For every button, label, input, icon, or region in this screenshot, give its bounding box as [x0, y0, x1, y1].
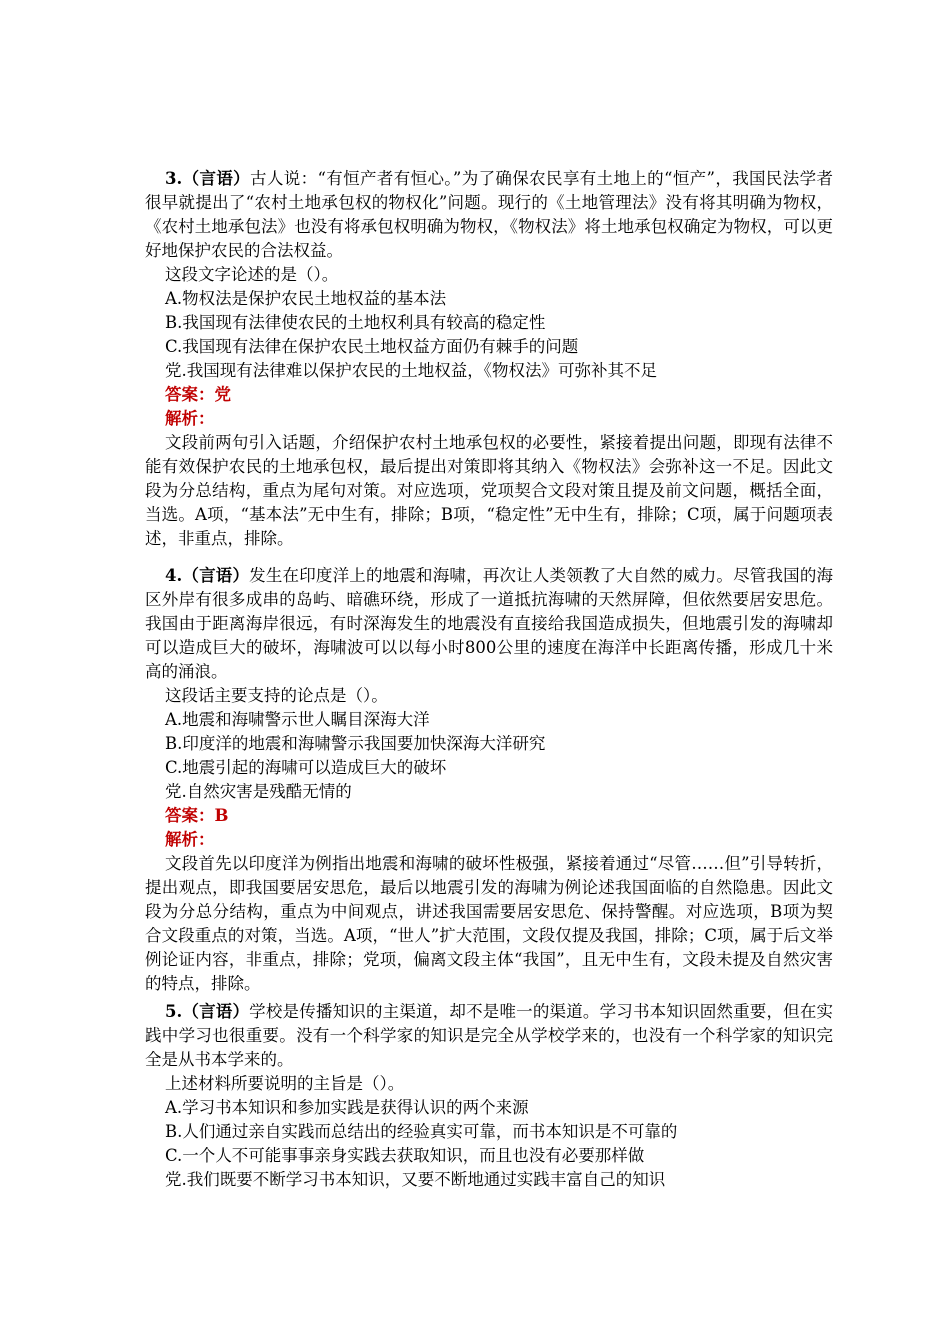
analysis-text: 文段前两句引入话题，介绍保护农村土地承包权的必要性，紧接着提出问题，即现有法律不能有效保护农民的土地承包权，最后提出对策即将其纳入《物权法》会弥补这一不足。因此文段为分总结构，重点为尾句对策。对应选项，党项契合文段对策且提及前文问题，概括全面，当选。A项，“基本法”无中生有，排除；B项，“稳定性”无中生有，排除；C项，属于问题项表述，非重点，排除。: [145, 433, 833, 548]
question-number: 4.: [165, 566, 183, 585]
analysis-label: 解析：: [165, 830, 215, 849]
option-c: C.地震引起的海啸可以造成巨大的破坏: [165, 758, 447, 777]
question-number: 5.: [165, 1002, 183, 1021]
option-d: 党.我们既要不断学习书本知识，又要不断地通过实践丰富自己的知识: [165, 1170, 666, 1189]
option-a: A.物权法是保护农民土地权益的基本法: [165, 289, 447, 308]
question-tag: （言语）: [182, 169, 251, 188]
option-c: C.我国现有法律在保护农民土地权益方面仍有棘手的问题: [165, 337, 579, 356]
option-a: A.地震和海啸警示世人瞩目深海大洋: [165, 710, 430, 729]
question-tag: （言语）: [182, 566, 250, 585]
stem-text: 发生在印度洋上的地震和海啸，再次让人类领教了大自然的威力。尽管我国的海区外岸有很多成串的岛屿、暗礁环绕，形成了一道抵抗海啸的天然屏障，但依然要居安思危。我国由于距离海岸很远，有时深海发生的地震没有直接给我国造成损失，但地震引发的海啸却可以造成巨大的破坏，海啸波可以以每小时800公里的速度在海洋中长距离传播，形成几十米高的涌浪。: [145, 566, 834, 681]
option-b: B.我国现有法律使农民的土地权利具有较高的稳定性: [165, 313, 546, 332]
question-stem: [145, 1000, 833, 1072]
option-c: C.一个人不可能事事亲身实践去获取知识，而且也没有必要那样做: [165, 1146, 645, 1165]
analysis-text: 文段首先以印度洋为例指出地震和海啸的破坏性极强，紧接着通过“尽管……但”引导转折，提出观点，即我国要居安思危，最后以地震引发的海啸为例论述我国面临的自然隐患。因此文段为分总分结构，重点为中间观点，讲述我国需要居安思危、保持警醒。对应选项，B项为契合文段重点的对策，当选。A项，“世人”扩大范围，文段仅提及我国，排除；C项，属于后文举例论证内容，非重点，排除；党项，偏离文段主体“我国”，且无中生有，文段未提及自然灾害的特点，排除。: [145, 854, 833, 993]
question-stem: [145, 167, 833, 263]
question-prompt: 上述材料所要说明的主旨是（）。: [165, 1074, 405, 1093]
stem-text: 学校是传播知识的主渠道，却不是唯一的渠道。学习书本知识固然重要，但在实践中学习也很重要。没有一个科学家的知识是完全从学校学来的，也没有一个科学家的知识完全是从书本学来的。: [145, 1002, 834, 1069]
option-b: B.印度洋的地震和海啸警示我国要加快深海大洋研究: [165, 734, 546, 753]
stem-text: 古人说：“有恒产者有恒心。”为了确保农民享有土地上的“恒产”，我国民法学者很早就提出了“农村土地承包权的物权化”问题。现行的《土地管理法》没有将其明确为物权，《农村土地承包法》也没有将承包权明确为物权，《物权法》将土地承包权确定为物权，可以更好地保护农民的合法权益。: [145, 169, 834, 260]
answer-line: 答案：B: [165, 806, 229, 825]
option-d: 党.我国现有法律难以保护农民的土地权益，《物权法》可弥补其不足: [165, 361, 657, 380]
option-a: A.学习书本知识和参加实践是获得认识的两个来源: [165, 1098, 529, 1117]
option-d: 党.自然灾害是残酷无情的: [165, 782, 352, 801]
analysis-label: 解析：: [165, 409, 215, 428]
question-3: [145, 167, 833, 551]
answer-line: 答案：党: [165, 385, 231, 404]
question-stem: [145, 564, 833, 684]
question-4: [145, 564, 833, 996]
question-5: [145, 1000, 833, 1192]
option-b: B.人们通过亲自实践而总结出的经验真实可靠，而书本知识是不可靠的: [165, 1122, 678, 1141]
question-prompt: 这段话主要支持的论点是（）。: [165, 686, 388, 705]
question-prompt: 这段文字论述的是（）。: [165, 265, 339, 284]
question-tag: （言语）: [182, 1002, 250, 1021]
question-number: 3.: [165, 169, 183, 188]
